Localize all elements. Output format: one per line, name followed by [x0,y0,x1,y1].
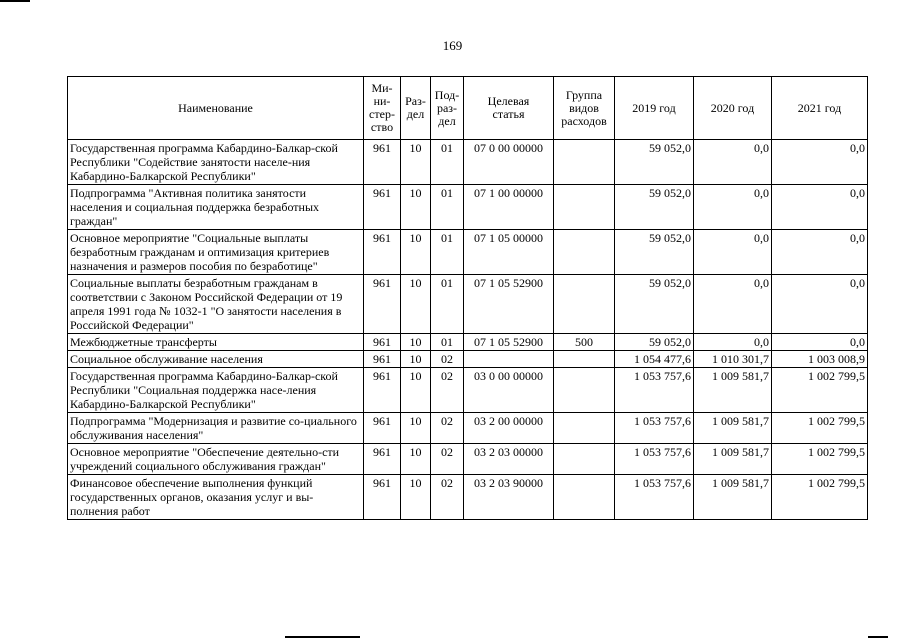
row-name: Подпрограмма "Модернизация и развитие со-циального обслуживания населения" [68,413,364,444]
row-2020: 0,0 [694,140,772,185]
row-name: Подпрограмма "Активная политика занятости населения и социальная поддержка безработных граждан" [68,185,364,230]
row-2020: 1 009 581,7 [694,368,772,413]
row-2019: 1 053 757,6 [615,475,694,520]
row-name: Государственная программа Кабардино-Балкар-ской Республики "Содействие занятости населе-ния Кабардино-Балкарской Республики" [68,140,364,185]
row-2019: 1 053 757,6 [615,368,694,413]
row-expense-group [554,444,615,475]
header-ministry: Ми- ни- стер- ство [364,77,401,140]
row-subsection: 02 [431,475,464,520]
table-row [68,444,868,475]
corner-mark-top-left [0,0,30,2]
row-2020: 1 009 581,7 [694,475,772,520]
row-expense-group: 500 [554,334,615,351]
row-section: 10 [401,275,431,334]
header-row [68,77,868,140]
table-row [68,185,868,230]
header-expense-group: Группа видов расходов [554,77,615,140]
row-name: Основное мероприятие "Социальные выплаты безработным гражданам и оптимизация критериев назначения и размеров пособия по безработице" [68,230,364,275]
row-target: 07 1 00 00000 [464,185,554,230]
row-2021: 0,0 [772,275,868,334]
row-2019: 1 053 757,6 [615,413,694,444]
row-2019: 59 052,0 [615,185,694,230]
budget-table [67,76,868,520]
row-2021: 0,0 [772,334,868,351]
row-2020: 1 009 581,7 [694,413,772,444]
header-2019: 2019 год [615,77,694,140]
header-subsection: Под- раз- дел [431,77,464,140]
row-section: 10 [401,413,431,444]
table-row [68,334,868,351]
row-target: 03 0 00 00000 [464,368,554,413]
row-2020: 0,0 [694,185,772,230]
row-name: Финансовое обеспечение выполнения функций государственных органов, оказания услуг и вы-полнения работ [68,475,364,520]
table-row [68,475,868,520]
row-2021: 0,0 [772,185,868,230]
row-section: 10 [401,351,431,368]
table-row [68,140,868,185]
row-subsection: 02 [431,351,464,368]
row-expense-group [554,368,615,413]
row-section: 10 [401,140,431,185]
row-expense-group [554,413,615,444]
row-target: 07 1 05 00000 [464,230,554,275]
row-expense-group [554,275,615,334]
row-2019: 59 052,0 [615,230,694,275]
row-2021: 1 002 799,5 [772,444,868,475]
row-section: 10 [401,185,431,230]
row-ministry: 961 [364,444,401,475]
row-ministry: 961 [364,351,401,368]
table-row [68,230,868,275]
row-subsection: 02 [431,368,464,413]
row-subsection: 02 [431,444,464,475]
row-ministry: 961 [364,368,401,413]
row-ministry: 961 [364,230,401,275]
row-2021: 0,0 [772,230,868,275]
row-2021: 1 002 799,5 [772,413,868,444]
row-name: Социальное обслуживание населения [68,351,364,368]
row-ministry: 961 [364,334,401,351]
row-target [464,351,554,368]
header-2020: 2020 год [694,77,772,140]
row-target: 07 0 00 00000 [464,140,554,185]
row-2019: 59 052,0 [615,334,694,351]
row-ministry: 961 [364,185,401,230]
row-expense-group [554,230,615,275]
row-target: 03 2 03 90000 [464,475,554,520]
row-2021: 1 002 799,5 [772,368,868,413]
row-subsection: 02 [431,413,464,444]
row-subsection: 01 [431,334,464,351]
row-2019: 1 054 477,6 [615,351,694,368]
bottom-mark-center [285,636,360,638]
row-subsection: 01 [431,275,464,334]
row-section: 10 [401,334,431,351]
page-number: 169 [442,38,463,53]
row-2020: 1 010 301,7 [694,351,772,368]
row-name: Государственная программа Кабардино-Балкар-ской Республики "Социальная поддержка насе-ления Кабардино-Балкарской Республики" [68,368,364,413]
bottom-mark-right [868,636,888,638]
row-2019: 59 052,0 [615,140,694,185]
row-expense-group [554,185,615,230]
row-expense-group [554,140,615,185]
row-expense-group [554,351,615,368]
row-ministry: 961 [364,275,401,334]
row-2020: 0,0 [694,230,772,275]
row-expense-group [554,475,615,520]
row-2019: 1 053 757,6 [615,444,694,475]
row-2020: 0,0 [694,334,772,351]
row-subsection: 01 [431,185,464,230]
row-section: 10 [401,475,431,520]
row-subsection: 01 [431,230,464,275]
row-target: 07 1 05 52900 [464,334,554,351]
row-target: 03 2 03 00000 [464,444,554,475]
row-ministry: 961 [364,140,401,185]
row-name: Межбюджетные трансферты [68,334,364,351]
row-target: 07 1 05 52900 [464,275,554,334]
table-row [68,275,868,334]
row-2019: 59 052,0 [615,275,694,334]
table-row [68,368,868,413]
row-section: 10 [401,444,431,475]
table-row [68,413,868,444]
row-2020: 0,0 [694,275,772,334]
row-ministry: 961 [364,413,401,444]
header-name: Наименование [68,77,364,140]
row-section: 10 [401,368,431,413]
table-row [68,351,868,368]
row-2021: 1 002 799,5 [772,475,868,520]
row-name: Социальные выплаты безработным гражданам в соответствии с Законом Российской Федерации от 19 апреля 1991 года № 1032-1 "О занятости населения в Российской Федерации" [68,275,364,334]
row-2020: 1 009 581,7 [694,444,772,475]
row-ministry: 961 [364,475,401,520]
row-2021: 0,0 [772,140,868,185]
header-section: Раз- дел [401,77,431,140]
row-target: 03 2 00 00000 [464,413,554,444]
header-2021: 2021 год [772,77,868,140]
row-name: Основное мероприятие "Обеспечение деятельно-сти учреждений социального обслуживания граждан" [68,444,364,475]
row-subsection: 01 [431,140,464,185]
row-2021: 1 003 008,9 [772,351,868,368]
row-section: 10 [401,230,431,275]
header-target: Целевая статья [464,77,554,140]
